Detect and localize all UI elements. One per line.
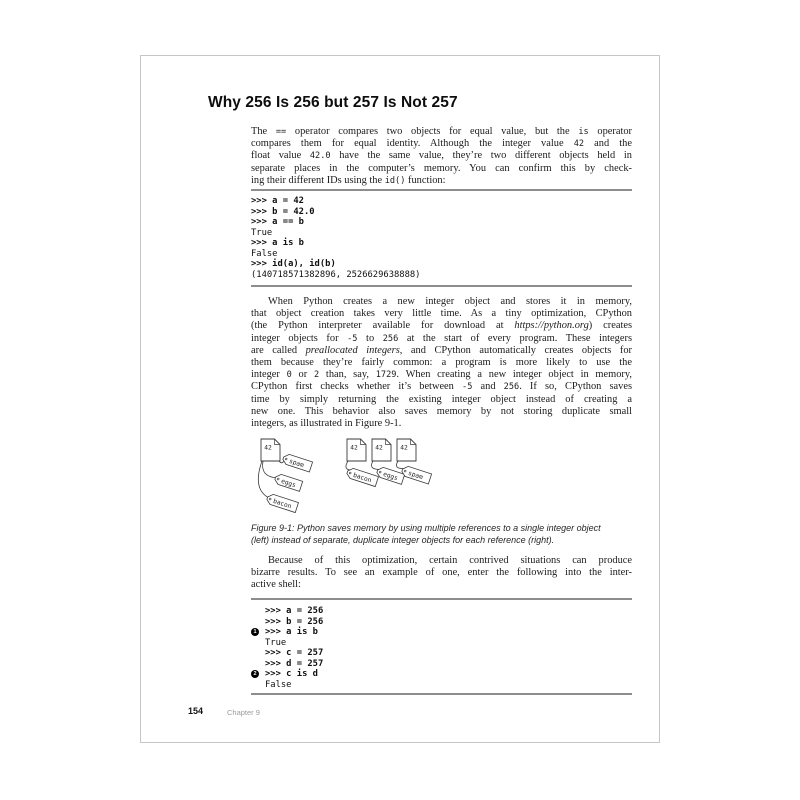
text-line: integers, as illustrated in Figure 9-1.: [251, 417, 402, 429]
integer-value-label: 42: [350, 444, 358, 452]
code-annotation-marker: 1: [251, 628, 259, 636]
reference-tag: [282, 453, 313, 472]
integer-object-icon: [261, 439, 280, 461]
text-line: Figure 9-1: Python saves memory by using multiple references to a single integer object: [251, 523, 601, 533]
code-rule-bottom: [251, 693, 632, 695]
reference-tag: [274, 473, 303, 491]
code-line: >>> a is b: [251, 238, 304, 248]
tag-label: spam: [288, 457, 305, 470]
text-line: When Python creates a new integer object and stores it in memory,: [268, 296, 632, 307]
code-line: False: [265, 679, 292, 690]
tag-label: bacon: [272, 497, 293, 511]
chapter-label: Chapter 9: [227, 708, 260, 717]
code-line: True: [265, 637, 287, 648]
paragraph-bizarre: [251, 555, 632, 592]
reference-string: [371, 461, 379, 470]
tag-label: spam: [407, 469, 424, 482]
tag-label: eggs: [382, 470, 399, 483]
code-line: 1 >>> a is b: [251, 627, 632, 638]
code-block-id-example: [251, 196, 632, 280]
text-line: time by simply returning the existing integer object instead of creating a: [251, 393, 632, 405]
integer-object-icon: [347, 439, 366, 461]
figure-caption: [251, 523, 632, 546]
code-line: >>> d = 257: [265, 658, 324, 669]
code-line: >>> c = 257: [265, 648, 324, 658]
code-line: (140718571382896, 2526629638888): [251, 269, 421, 280]
book-page: [140, 55, 660, 743]
text-line: bizarre results. To see an example of one, enter the following into the inter-: [251, 567, 632, 579]
page-number: 154: [188, 706, 204, 716]
reference-string: [346, 461, 350, 470]
text-line: active shell:: [251, 579, 301, 591]
code-line: True: [251, 227, 273, 238]
tag-label: bacon: [352, 471, 373, 485]
reference-tag: [266, 493, 299, 513]
text-line: new one. This behavior also saves memory by not storing duplicate small: [251, 405, 632, 417]
code-line: >>> b = 256: [265, 616, 324, 627]
text-line: (left) instead of separate, duplicate integer objects for each reference (right).: [251, 534, 555, 545]
reference-string: [258, 461, 269, 498]
code-line: False: [251, 248, 278, 259]
integer-value-label: 42: [375, 444, 383, 452]
text-line: ing their different IDs using the id() function:: [251, 174, 446, 186]
text-line: (the Python interpreter available for download at https://python.org) creates: [251, 320, 632, 332]
code-annotation-marker: 2: [251, 670, 259, 678]
code-rule-top: [251, 189, 632, 191]
integer-object-icon: [397, 439, 416, 461]
section-heading: Why 256 Is 256 but 257 Is Not 257: [208, 94, 458, 111]
figure-9-1: [239, 437, 459, 521]
code-line: 2 >>> c is d: [251, 669, 632, 680]
reference-tag: [401, 465, 432, 484]
text-line: are called preallocated integers, and CPython automatically creates objects for: [251, 344, 632, 356]
code-line: >>> a = 42: [251, 196, 304, 206]
reference-string: [396, 461, 404, 469]
reference-tag: [346, 467, 379, 487]
code-line: >>> a == b: [251, 217, 304, 227]
integer-object-icon: [372, 439, 391, 461]
text-line: CPython first checks whether it’s between -5 and 256. If so, CPython saves: [251, 381, 632, 393]
code-line: >>> id(a), id(b): [251, 259, 336, 269]
paragraph-intro: [251, 126, 632, 187]
text-line: integer 0 or 2 than, say, 1729. When creating a new integer object in memory,: [251, 369, 632, 381]
text-line: them because they’re fairly common: a program is more likely to use the: [251, 356, 632, 368]
text-line: separate places in the computer’s memory. You can confirm this by check-: [251, 162, 632, 174]
text-line: float value 42.0 have the same value, they’re two different objects held in: [251, 150, 632, 162]
code-line: >>> a = 256: [265, 606, 324, 616]
code-line: >>> b = 42.0: [251, 206, 315, 217]
text-line: integer objects for -5 to 256 at the start of every program. These integers: [251, 332, 632, 344]
integer-value-label: 42: [400, 444, 408, 452]
reference-string: [263, 461, 278, 478]
figure-9-1-graphic: [239, 437, 459, 521]
code-block-256-257: [251, 606, 632, 690]
code-rule-top: [251, 598, 632, 600]
code-rule-bottom: [251, 285, 632, 287]
integer-value-label: 42: [264, 444, 272, 452]
paragraph-preallocated: [251, 296, 632, 430]
text-line: compares them for equal identity. Although the integer value 42 and the: [251, 138, 632, 150]
text-line: The == operator compares two objects for equal value, but the is operator: [251, 126, 632, 137]
text-line: Because of this optimization, certain contrived situations can produce: [268, 555, 632, 566]
tag-label: eggs: [280, 477, 297, 490]
text-line: that object creation takes very little time. As a tiny optimization, CPython: [251, 308, 632, 320]
